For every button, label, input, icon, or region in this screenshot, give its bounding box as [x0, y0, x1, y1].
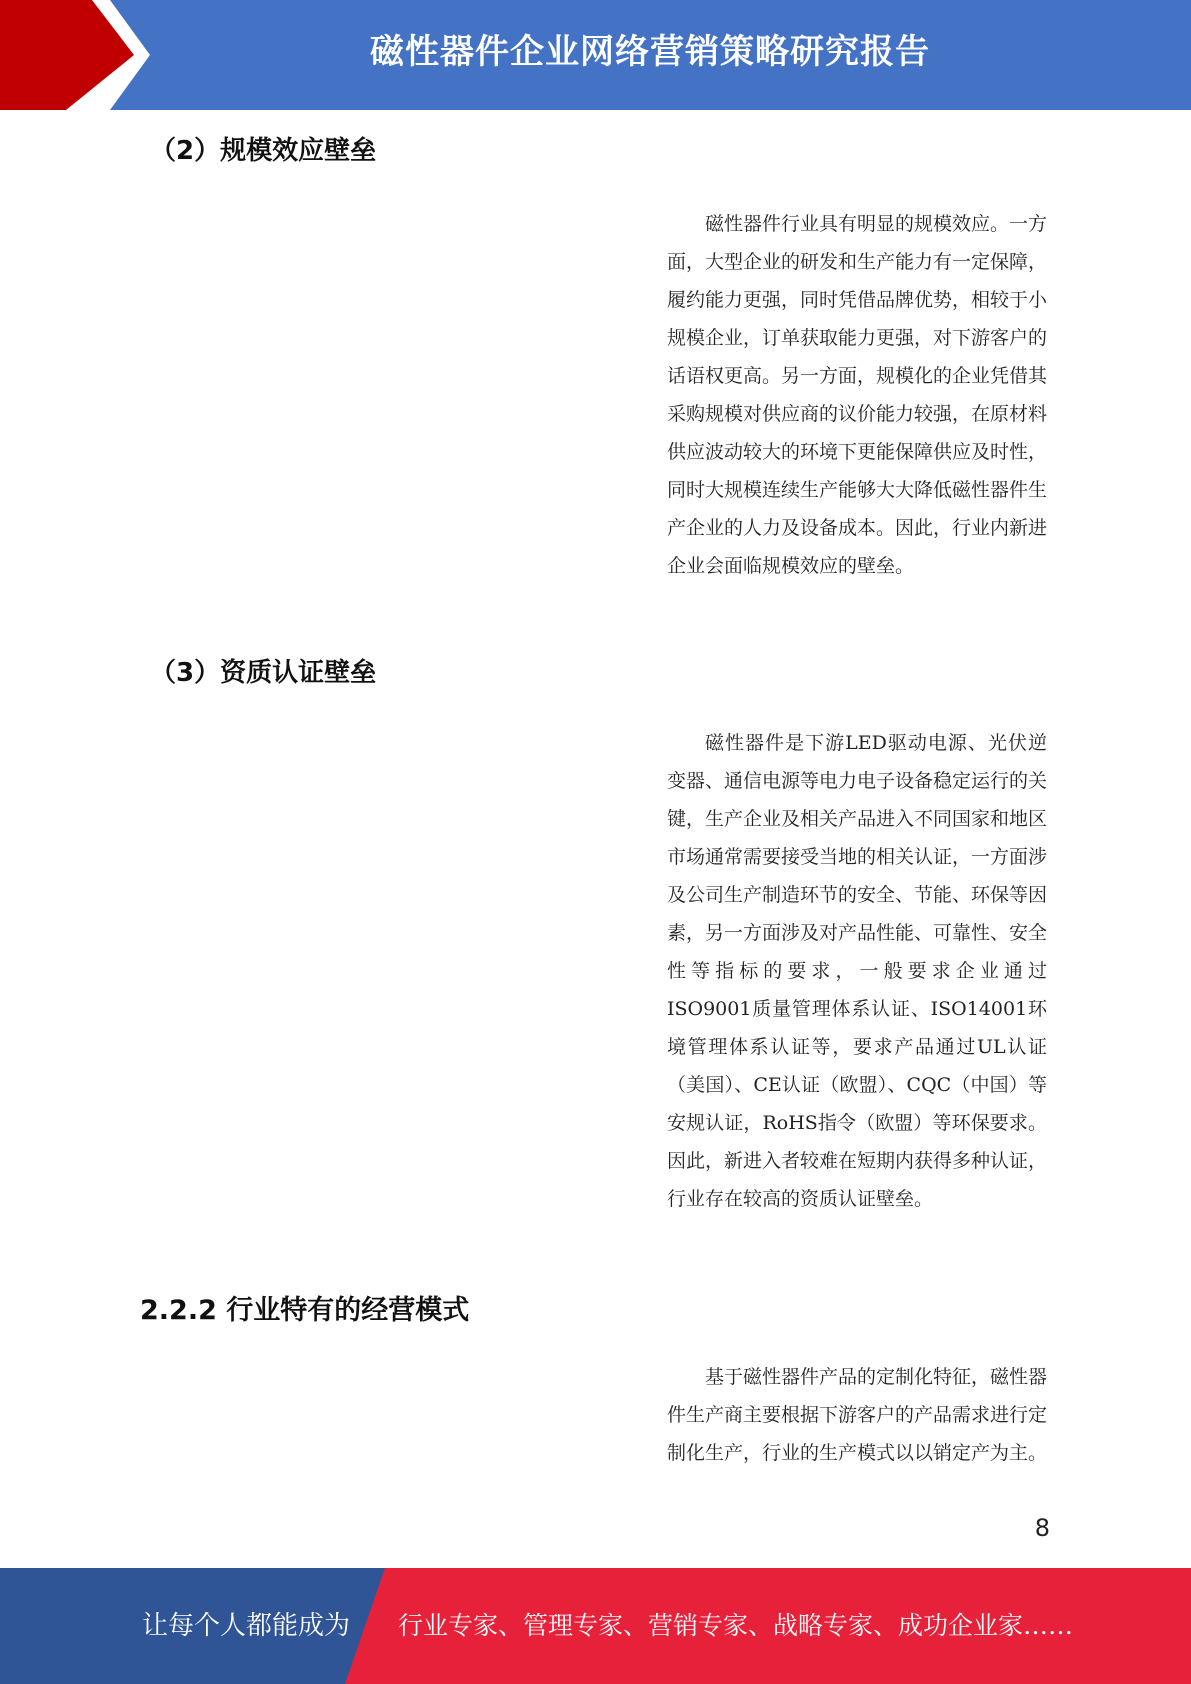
section-paragraph-scale-barrier: 磁性器件行业具有明显的规模效应。一方面，大型企业的研发和生产能力有一定保障，履约能力更强，同时凭借品牌优势，相较于小规模企业，订单获取能力更强，对下游客户的话语权更高。另一方面，规模化的企业凭借其采购规模对供应商的议价能力较强，在原材料供应波动较大的环境下更能保障供应及时性，同时大规模连续生产能够大大降低磁性器件生产企业的人力及设备成本。因此，行业内新进企业会面临规模效应的壁垒。 — [667, 213, 1048, 577]
section-heading-certification-barrier: （3）资质认证壁垒 — [150, 658, 377, 688]
section-heading-business-model: 2.2.2 行业特有的经营模式 — [140, 1295, 470, 1326]
section-paragraph-business-model: 基于磁性器件产品的定制化特征，磁性器件生产商主要根据下游客户的产品需求进行定制化生产，行业的生产模式以以销定产为主。 — [667, 1366, 1048, 1464]
section-heading-scale-barrier: （2）规模效应壁垒 — [150, 136, 377, 166]
page-header — [0, 0, 1191, 110]
footer-slogan-right: 行业专家、管理专家、营销专家、战略专家、成功企业家…… — [398, 1611, 1074, 1640]
section-paragraph-certification-barrier: 磁性器件是下游LED驱动电源、光伏逆变器、通信电源等电力电子设备稳定运行的关键，生产企业及相关产品进入不同国家和地区市场通常需要接受当地的相关认证，一方面涉及公司生产制造环节的安全、节能、环保等因素，另一方面涉及对产品性能、可靠性、安全性等指标的要求，一般要求企业通过ISO9001质量管理体系认证、ISO14001环境管理体系认证等，要求产品通过UL认证（美国）、CE认证（欧盟）、CQC（中国）等安规认证，RoHS指令（欧盟）等环保要求。因此，新进入者较难在短期内获得多种认证，行业存在较高的资质认证壁垒。 — [667, 732, 1048, 1210]
footer-slogan-left: 让每个人都能成为 — [142, 1611, 351, 1641]
page-number: 8 — [1034, 1514, 1050, 1542]
page-footer — [0, 1568, 1191, 1684]
document-title: 磁性器件企业网络营销策略研究报告 — [370, 32, 930, 72]
